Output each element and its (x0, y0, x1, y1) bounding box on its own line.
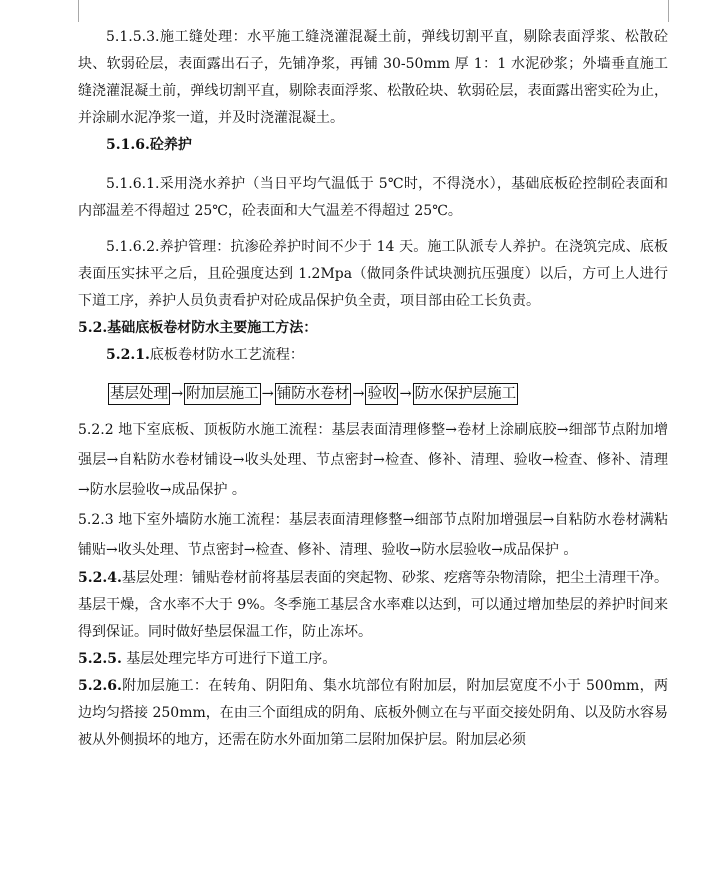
section-text: 基层处理完毕方可进行下道工序。 (121, 651, 337, 667)
flow-step-acceptance: 验收 (365, 383, 398, 405)
paragraph-5-2-2: 5.2.2 地下室底板、顶板防水施工流程：基层表面清理修整→卷材上涂刷底胶→细部节点附加增强层→自粘防水卷材铺设→收头处理、节点密封→检查、修补、清理、验收→检查、修补、清理→防水层验收→成品保护 。 (78, 422, 668, 498)
flow-step-additional-layer: 附加层施工 (184, 383, 261, 405)
paragraph-5-2-3: 5.2.3 地下室外墙防水施工流程：基层表面清理修整→细部节点附加增强层→自粘防水卷材满粘铺贴→收头处理、节点密封→检查、修补、清理、验收→防水层验收→成品保护 。 (78, 512, 668, 558)
section-number: 5.2.5. (78, 651, 122, 667)
paragraph-5-2-5 (78, 646, 668, 673)
margin-mark-right (668, 0, 669, 22)
flow-step-protective-layer: 防水保护层施工 (413, 383, 519, 405)
paragraph-5-1-6-2: 5.1.6.2.养护管理：抗渗砼养护时间不少于 14 天。施工队派专人养护。在浇筑完成、底板表面压实抹平之后，且砼强度达到 1.2Mpa（做同条件试块测抗压强度）以后，方可上人进行下道工序，养护人员负责看护对砼成品保护负全责，项目部由砼工长负责。 (78, 239, 668, 309)
section-text: 附加层施工：在转角、阴阳角、集水坑部位有附加层，附加层宽度不小于 500mm，两边均匀搭接 250mm，在由三个面组成的阴角、底板外侧立在与平面交接处阴角、以及防水容易被从外侧损坏的地方，还需在防水外面加第二层附加保护层。附加层必须 (78, 678, 668, 748)
margin-mark-left (78, 0, 79, 22)
flow-step-lay-membrane: 铺防水卷材 (275, 383, 352, 405)
flow-arrow-icon: → (261, 386, 274, 402)
flow-arrow-icon: → (399, 386, 412, 402)
section-number: 5.2.1. (106, 347, 150, 363)
process-flowchart (108, 383, 668, 405)
flow-arrow-icon: → (171, 386, 184, 402)
paragraph-5-1-5-3: 5.1.5.3.施工缝处理：水平施工缝浇灌混凝土前，弹线切割平直，剔除表面浮浆、松散砼块、软弱砼层，表面露出石子，先铺净浆，再铺 30-50mm 厚 1：1 水泥砂浆；外墙垂直施工缝浇灌混凝土前，弹线切割平直，剔除表面浮浆、松散砼块、软弱砼层，表面露出密实砼为止，并涂刷水泥净浆一道，并及时浇灌混凝土。 (78, 29, 668, 126)
document-page (78, 24, 668, 754)
flow-arrow-icon: → (352, 386, 365, 402)
section-number: 5.2.6. (78, 678, 122, 694)
section-text: 底板卷材防水工艺流程： (149, 347, 304, 363)
section-number: 5.2.4. (78, 570, 122, 586)
heading-5-1-6: 5.1.6.砼养护 (106, 137, 192, 153)
paragraph-5-2-1 (78, 342, 668, 369)
paragraph-5-1-6-1: 5.1.6.1.采用浇水养护（当日平均气温低于 5℃时，不得浇水），基础底板砼控制砼表面和内部温差不得超过 25℃，砼表面和大气温差不得超过 25℃。 (78, 176, 668, 219)
section-text: 基层处理：铺贴卷材前将基层表面的突起物、砂浆、疙瘩等杂物清除，把尘土清理干净。基层干燥，含水率不大于 9%。冬季施工基层含水率难以达到，可以通过增加垫层的养护时间来得到保证。同时做好垫层保温工作，防止冻坏。 (78, 570, 668, 640)
paragraph-5-2-4 (78, 565, 668, 646)
heading-5-2: 5.2.基础底板卷材防水主要施工方法： (78, 320, 318, 336)
flow-step-base-treatment: 基层处理 (108, 383, 170, 405)
paragraph-5-2-6 (78, 673, 668, 754)
